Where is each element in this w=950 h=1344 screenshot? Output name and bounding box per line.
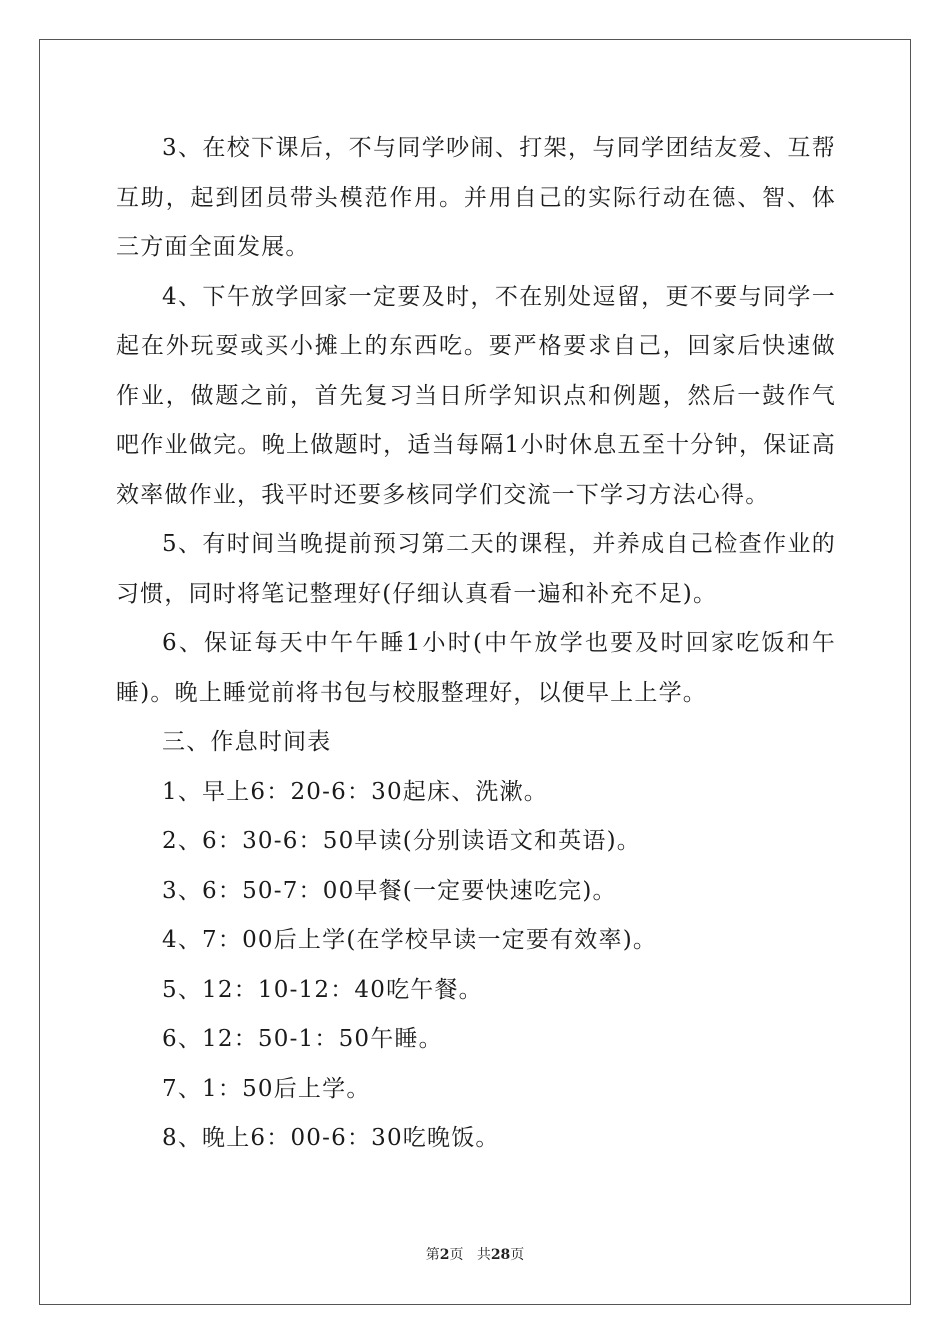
footer-page-number: 2: [439, 1247, 450, 1263]
footer-page-unit: 页: [449, 1247, 464, 1263]
schedule-item-3: 3、6：50-7：00早餐(一定要快速吃完)。: [162, 877, 617, 904]
footer-total-pages: 28: [490, 1247, 511, 1263]
section-heading: 三、作息时间表: [162, 729, 332, 755]
document-body: [116, 124, 836, 1164]
schedule-item-8: 8、晚上6：00-6：30吃晚饭。: [162, 1125, 500, 1151]
schedule-item-4: 4、7：00后上学(在学校早读一定要有效率)。: [162, 927, 658, 953]
schedule-item-6: 6、12：50-1：50午睡。: [162, 1026, 443, 1052]
paragraph-6: 6、保证每天中午午睡1小时(中午放学也要及时回家吃饭和午睡)。晚上睡觉前将书包与校服整理好，以便早上上学。: [116, 630, 836, 706]
paragraph-3: 3、在校下课后，不与同学吵闹、打架，与同学团结友爱、互帮互助，起到团员带头模范作用。并用自己的实际行动在德、智、体三方面全面发展。: [116, 135, 836, 260]
schedule-item-2: 2、6：30-6：50早读(分别读语文和英语)。: [162, 828, 641, 854]
schedule-item-5: 5、12：10-12：40吃午餐。: [162, 976, 483, 1003]
footer-total-prefix: 共: [476, 1247, 491, 1263]
footer-total-unit: 页: [510, 1247, 525, 1263]
schedule-item-1: 1、早上6：20-6：30起床、洗漱。: [162, 778, 549, 805]
paragraph-4: 4、下午放学回家一定要及时，不在别处逗留，更不要与同学一起在外玩耍或买小摊上的东西吃。要严格要求自己，回家后快速做作业，做题之前，首先复习当日所学知识点和例题，然后一鼓作气吧作业做完。晚上做题时，适当每隔1小时休息五至十分钟，保证高效率做作业，我平时还要多核同学们交流一下学习方法心得。: [116, 283, 836, 508]
paragraph-5: 5、有时间当晚提前预习第二天的课程，并养成自己检查作业的习惯，同时将笔记整理好(仔细认真看一遍和补充不足)。: [116, 531, 836, 607]
footer-page-prefix: 第: [425, 1247, 440, 1263]
page-footer: [0, 1246, 950, 1264]
schedule-item-7: 7、1：50后上学。: [162, 1075, 371, 1102]
